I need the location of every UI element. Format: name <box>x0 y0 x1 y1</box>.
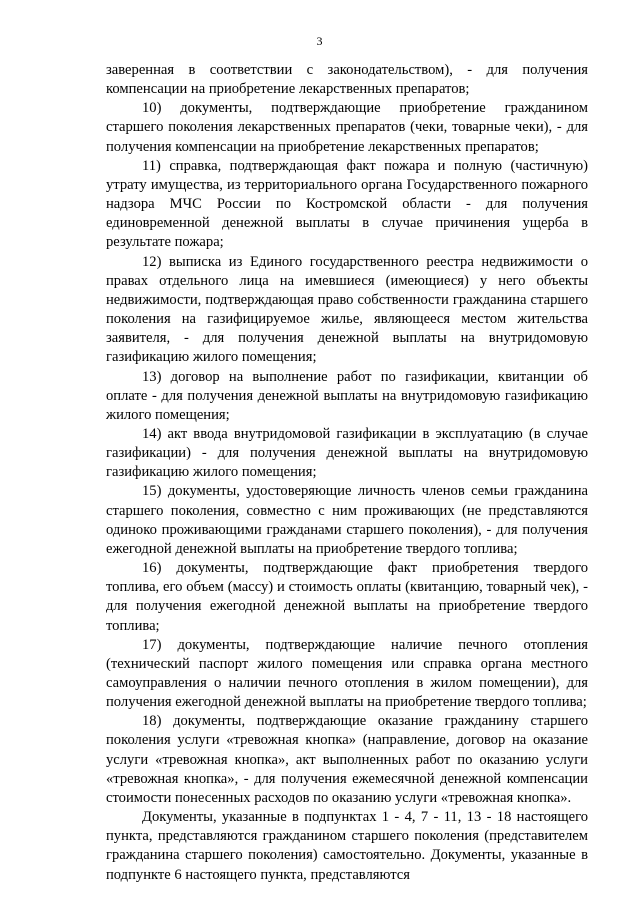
paragraph-continuation: заверенная в соответствии с законодательством), - для получения компенсации на приобретение лекарственных препаратов; <box>106 62 588 98</box>
paragraph-item-18: 18) документы, подтверждающие оказание гражданину старшего поколения услуги «тревожная кнопка» (направление, договор на оказание услуги «тревожная кнопка», акт выполненных работ по оказанию услуги «тревожная кнопка», - для получения ежемесячной денежной компенсации стоимости понесенных расходов по оказанию услуги «тревожная кнопка». <box>106 713 588 806</box>
document-body <box>106 61 588 885</box>
paragraph-item-14: 14) акт ввода внутридомовой газификации в эксплуатацию (в случае газификации) - для получения денежной выплаты на внутридомовую газификацию жилого помещения; <box>106 425 588 481</box>
paragraph-item-13: 13) договор на выполнение работ по газификации, квитанции об оплате - для получения денежной выплаты на внутридомовую газификацию жилого помещения; <box>106 368 588 423</box>
paragraph-item-16: 16) документы, подтверждающие факт приобретения твердого топлива, его объем (массу) и стоимость оплаты (квитанцию, товарный чек), - для получения ежегодной денежной выплаты на приобретение твердого топлива; <box>106 560 588 634</box>
paragraph-item-17: 17) документы, подтверждающие наличие печного отопления (технический паспорт жилого помещения или справка органа местного самоуправления о наличии печного отопления в жилом помещении), для получения ежегодной денежной выплаты на приобретение твердого топлива; <box>106 636 588 711</box>
paragraph-item-15: 15) документы, удостоверяющие личность членов семьи гражданина старшего поколения, совместно с ним проживающих (не представляются одиноко проживающими гражданами старшего поколения), - для получения ежегодной денежной выплаты на приобретение твердого топлива; <box>106 483 588 557</box>
page-number: 3 <box>316 34 323 48</box>
paragraph-documents-note: Документы, указанные в подпунктах 1 - 4, 7 - 11, 13 - 18 настоящего пункта, представляются гражданином старшего поколения (представителем гражданина старшего поколения) самостоятельно. Документы, указанные в подпункте 6 настоящего пункта, представляются <box>106 809 588 883</box>
paragraph-item-11: 11) справка, подтверждающая факт пожара и полную (частичную) утрату имущества, из территориального органа Государственного пожарного надзора МЧС России по Костромской области - для получения единовременной денежной выплаты в случае причинения ущерба в результате пожара; <box>106 157 588 251</box>
paragraph-item-10: 10) документы, подтверждающие приобретение гражданином старшего поколения лекарственных препаратов (чеки, товарные чеки), - для получения компенсации на приобретение лекарственных препаратов; <box>106 100 588 155</box>
paragraph-item-12: 12) выписка из Единого государственного реестра недвижимости о правах отдельного лица на имевшиеся (имеющиеся) у него объекты недвижимости, подтверждающая право собственности гражданина старшего поколения на газифицируемое жилье, являющееся местом жительства заявителя, - для получения денежной выплаты на внутридомовую газификацию жилого помещения; <box>106 253 588 366</box>
